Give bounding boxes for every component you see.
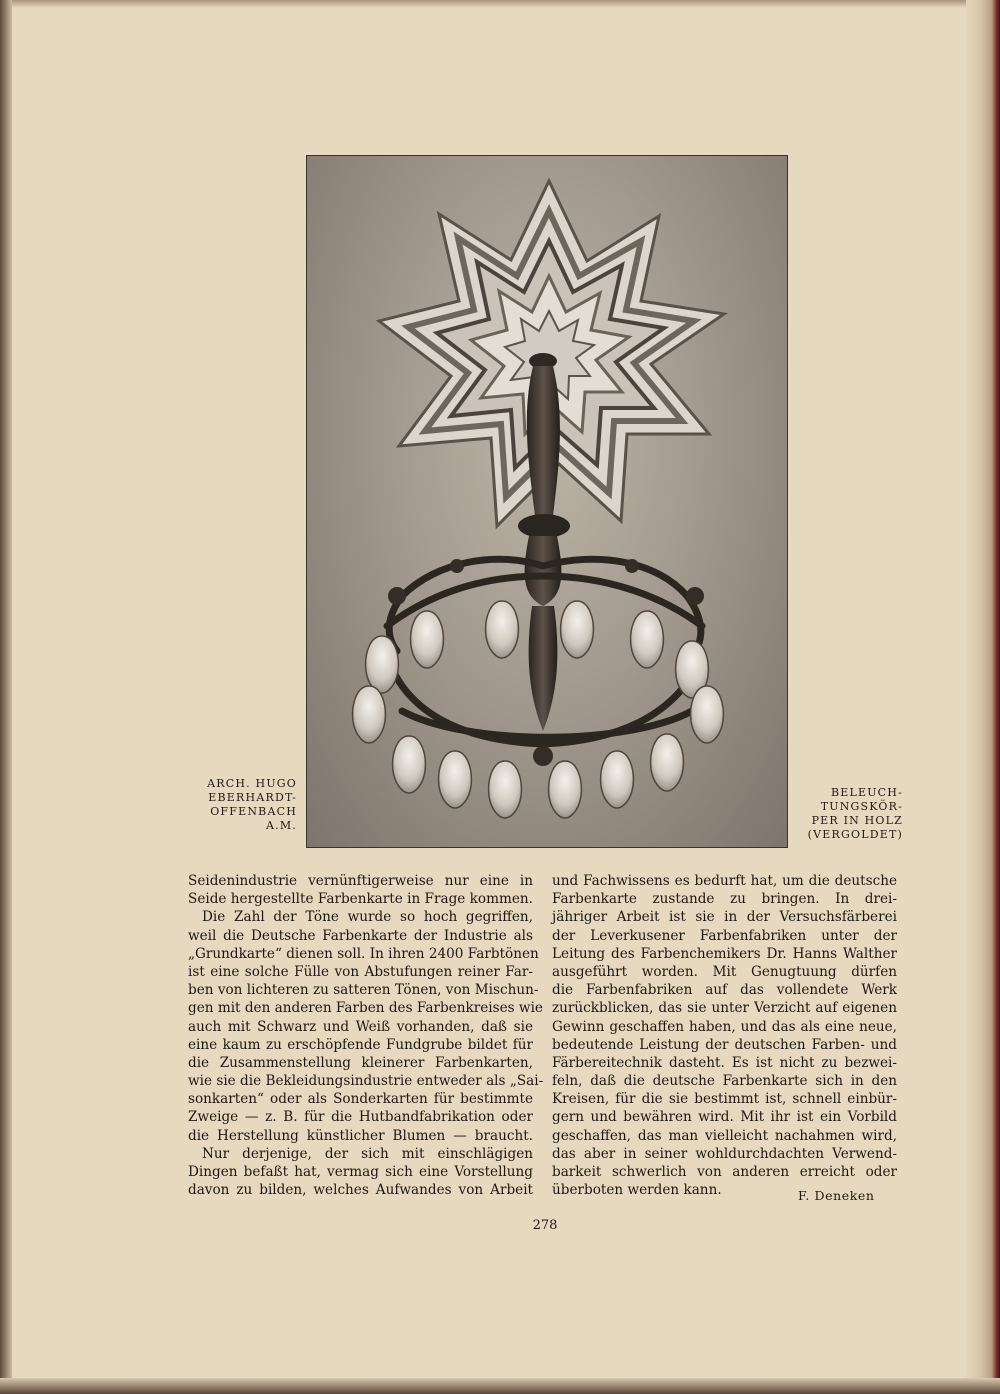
text-line: davon zu bilden, welches Aufwandes von Arbeit (188, 1182, 533, 1199)
caption-line: (VERGOLDET) (807, 828, 903, 841)
photo-caption-object (795, 786, 903, 842)
text-line: gen mit den anderen Farben des Farbenkreises wie (188, 1000, 543, 1017)
text-line: „Grundkarte“ dienen soll. In ihren 2400 Farbtönen (188, 945, 539, 962)
text-line: ist eine solche Fülle von Abstufungen reiner Far- (188, 963, 533, 980)
text-line: Farbenkarte zustande zu bringen. In drei- (552, 891, 897, 908)
text-line: das aber in seiner wohldurchdachten Verwend- (552, 1145, 897, 1162)
text-line: jähriger Arbeit ist sie in der Versuchsfärberei (552, 909, 897, 926)
text-line: Zweige — z. B. für die Hutbandfabrikation oder (188, 1109, 533, 1126)
text-line: barkeit schwerlich von anderen erreicht oder (552, 1164, 897, 1180)
text-line: Nur derjenige, der sich mit einschlägigen (202, 1145, 533, 1162)
page-spine-edge (0, 0, 12, 1394)
text-line: Seide hergestellte Farbenkarte in Frage kommen. (188, 891, 533, 908)
text-line: Kreisen, für die sie bestimmt ist, schnell einbür- (552, 1091, 897, 1108)
text-line: gern und bewähren wird. Mit ihr ist ein Vorbild (552, 1109, 897, 1126)
author-signature: F. Deneken (798, 1188, 875, 1203)
text-column-left (188, 872, 544, 1199)
text-line: die Herstellung künstlicher Blumen — braucht. (188, 1127, 533, 1144)
caption-line: A.M. (265, 819, 297, 832)
text-line: und Fachwissens es bedurft hat, um die deutsche (552, 873, 897, 889)
text-line: die Farbenfabriken auf das vollendete Werk (552, 982, 897, 999)
text-line: Leitung des Farbenchemikers Dr. Hanns Walther (552, 945, 897, 962)
text-line: auch mit Schwarz und Weiß vorhanden, daß sie (188, 1018, 533, 1035)
text-line: wie sie die Bekleidungsindustrie entweder als „Sai- (188, 1073, 544, 1090)
text-line: zurückblicken, das sie unter Verzicht auf eigenen (552, 1000, 897, 1017)
text-line: ausgeführt worden. Mit Genugtuung dürfen (552, 963, 897, 980)
text-line: die Zusammenstellung kleinerer Farbenkarten, (188, 1054, 533, 1071)
text-line: Seidenindustrie vernünftigerweise nur eine in (188, 873, 533, 889)
caption-line: EBERHARDT- (208, 791, 297, 804)
page-number: 278 (532, 1218, 558, 1233)
text-line: überboten werden kann. (552, 1182, 722, 1199)
caption-line: TUNGSKÖR- (820, 800, 903, 813)
text-line: geschaffen, das man vielleicht nachahmen wird, (552, 1127, 897, 1144)
caption-line: BELEUCH- (830, 786, 903, 799)
text-line: Färbereitechnik dasteht. Es ist nicht zu bezwei- (552, 1054, 897, 1071)
page-bottom-edge (0, 1378, 1000, 1394)
caption-line: PER IN HOLZ (811, 814, 903, 827)
text-line: der Leverkusener Farbenfabriken unter der (552, 927, 897, 944)
text-line: ben von lichteren zu satteren Tönen, von Mischun- (188, 982, 539, 999)
page-top-edge (0, 0, 1000, 8)
text-line: weil die Deutsche Farbenkarte der Industrie als (188, 927, 533, 944)
text-line: Dingen befaßt hat, vermag sich eine Vorstellung (188, 1164, 533, 1180)
text-line: bedeutende Leistung der deutschen Farben- und (552, 1036, 897, 1053)
photo-caption-architect (182, 777, 297, 833)
text-line: feln, daß die deutsche Farbenkarte sich in den (552, 1073, 897, 1090)
page-right-edge (966, 0, 1000, 1394)
chandelier-photograph (306, 155, 788, 848)
caption-line: OFFENBACH (210, 805, 297, 818)
text-line: eine kaum zu erschöpfende Fundgrube bildet für (188, 1036, 533, 1053)
text-line: sonkarten“ oder als Sonderkarten für bestimmte (188, 1091, 533, 1108)
chandelier-illustration (307, 156, 787, 847)
text-line: Die Zahl der Töne wurde so hoch gegriffen, (202, 909, 533, 926)
caption-line: ARCH. HUGO (207, 777, 297, 790)
text-column-right (552, 872, 897, 1199)
text-line: Gewinn geschaffen haben, und das als eine neue, (552, 1018, 897, 1035)
